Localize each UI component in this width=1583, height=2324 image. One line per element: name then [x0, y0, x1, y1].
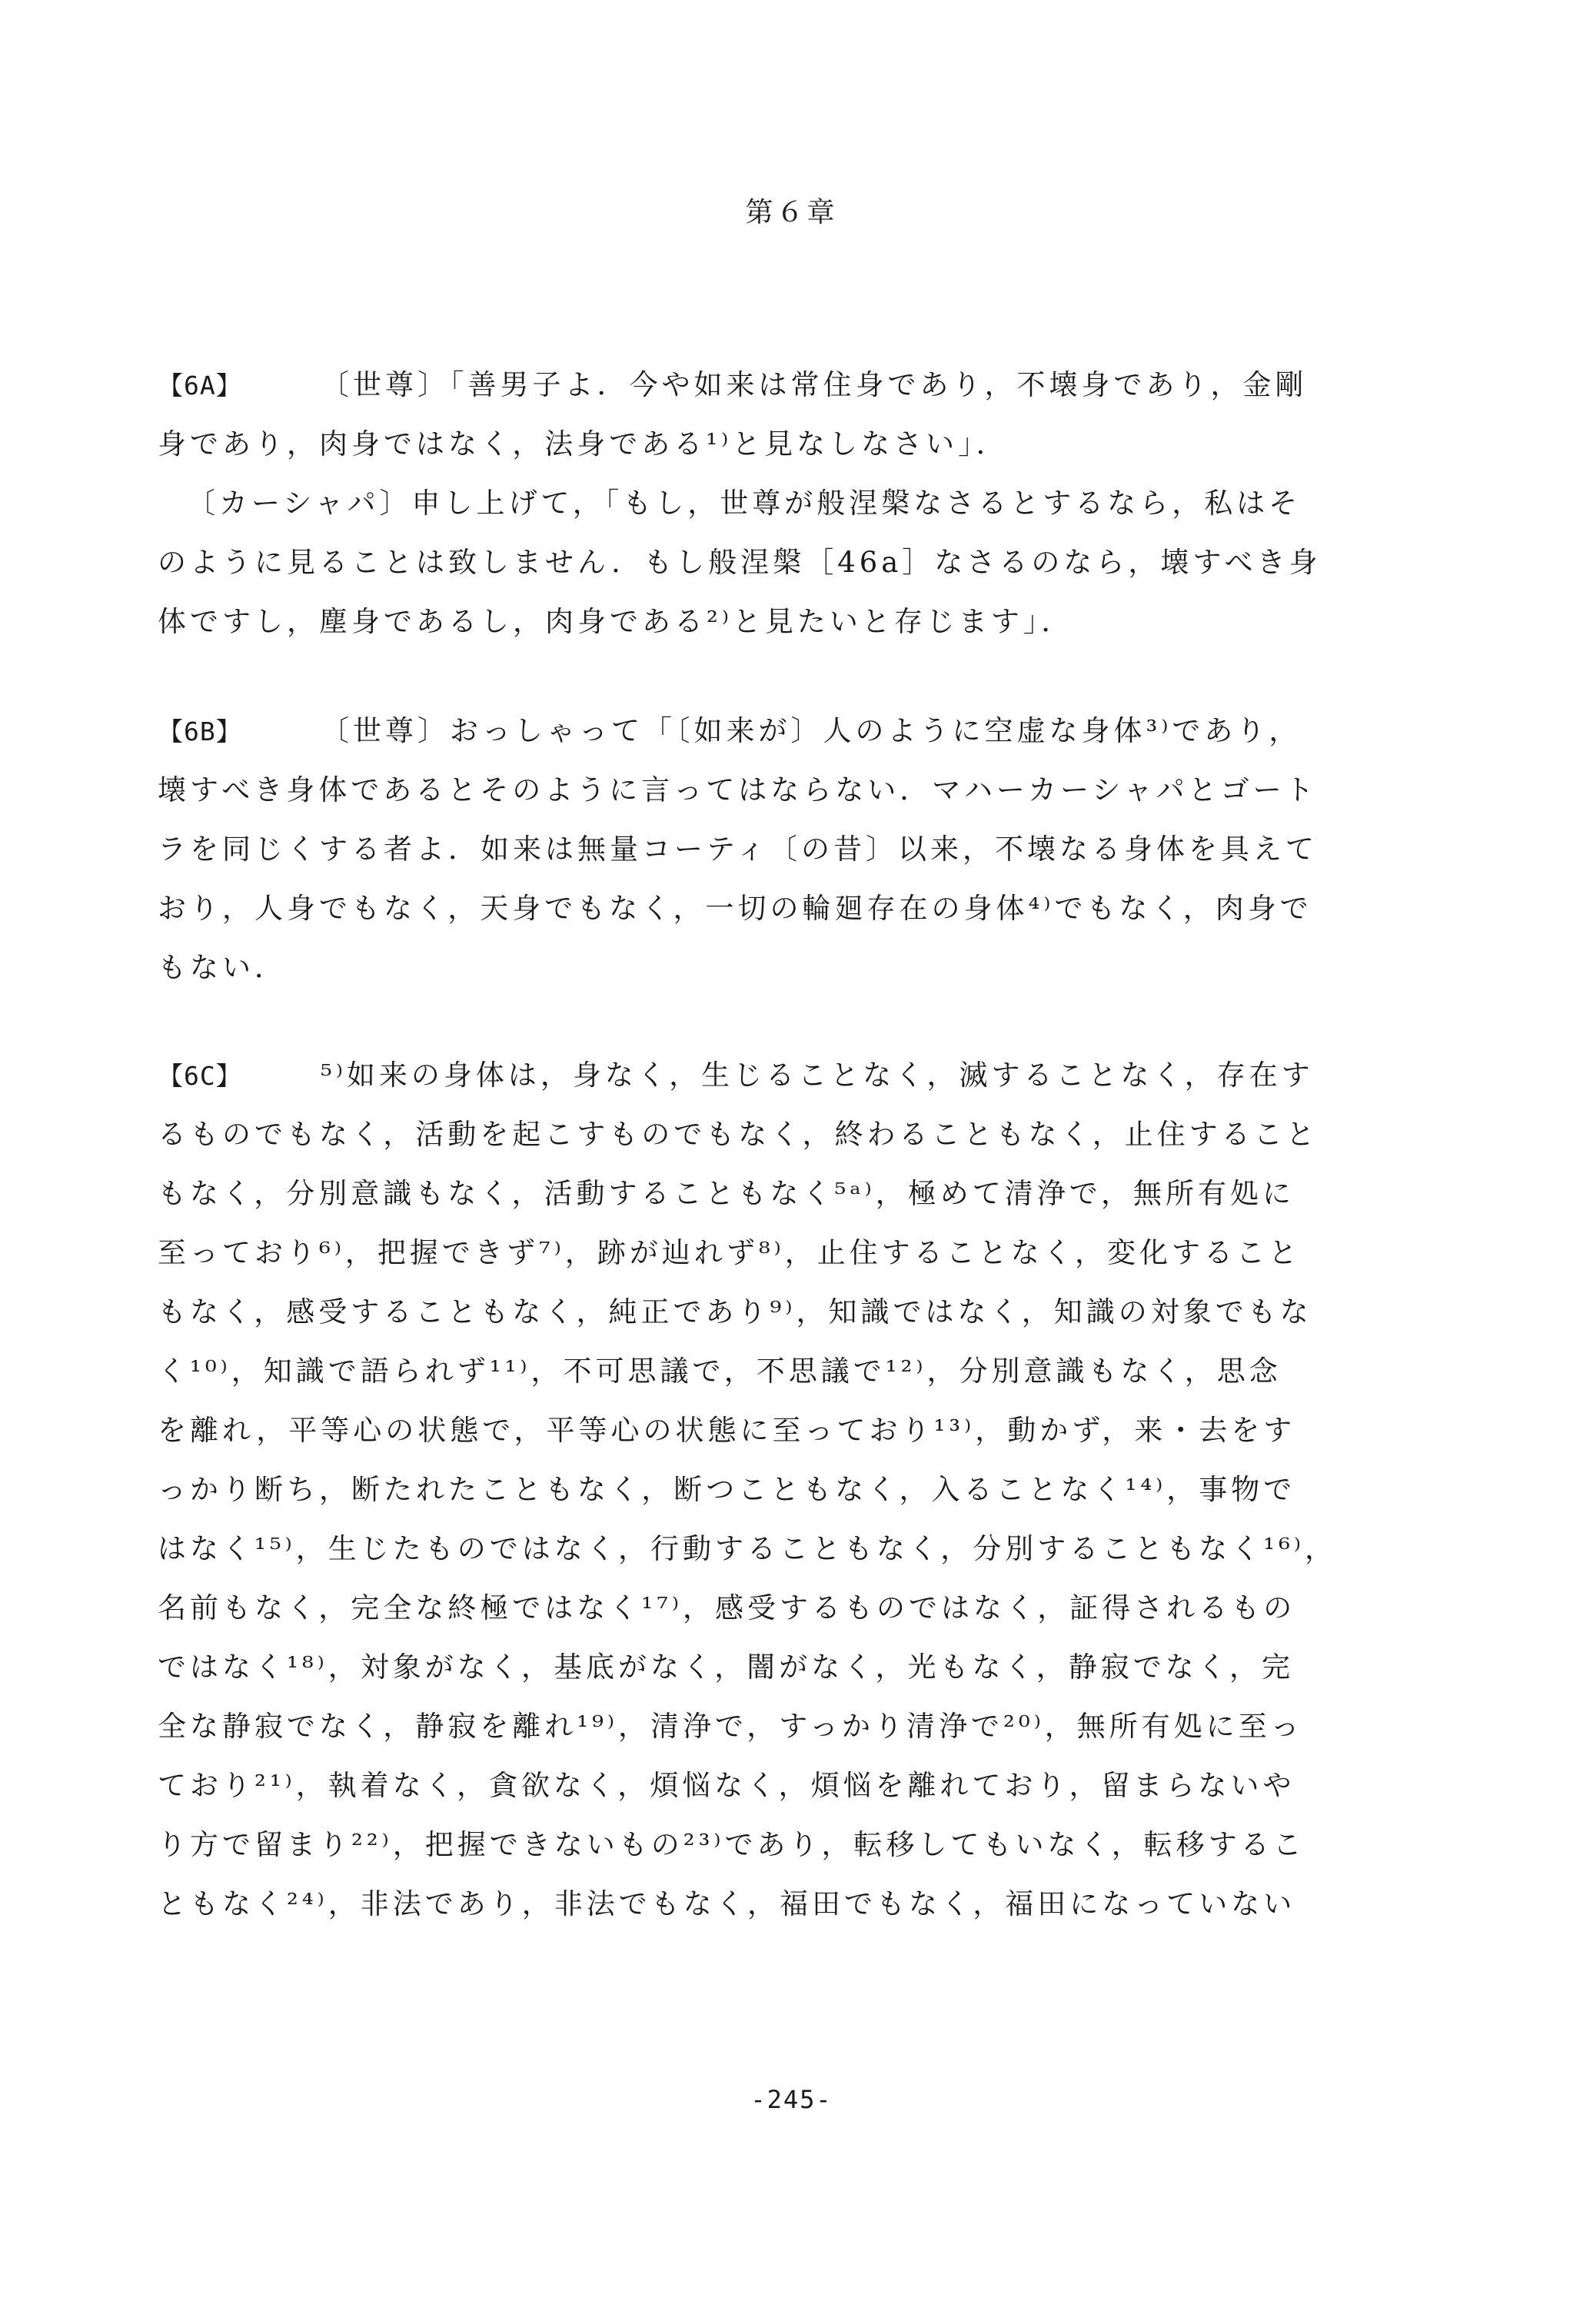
- text-line: 名前もなく，完全な終極ではなく¹⁷⁾，感受するものではなく，証得されるもの: [158, 1591, 1296, 1624]
- text-line: っかり断ち，断たれたこともなく，断つこともなく，入ることなく¹⁴⁾，事物で: [158, 1473, 1296, 1506]
- text-line: もなく，感受することもなく，純正であり⁹⁾，知識ではなく，知識の対象でもな: [158, 1295, 1312, 1328]
- text-line: [158, 355, 1357, 414]
- line-text: 〔世尊〕「善男子よ．今や如来は常住身であり，不壊身であり，金剛: [321, 368, 1308, 401]
- section-6a: [158, 355, 1357, 651]
- text-line: ており²¹⁾，執着なく，貪欲なく，煩悩なく，煩悩を離れており，留まらないや: [158, 1769, 1295, 1802]
- line-text: ⁵⁾如来の身体は，身なく，生じることなく，滅することなく，存在す: [321, 1059, 1314, 1092]
- section-6c: [158, 1046, 1357, 1933]
- text-line: 至っており⁶⁾，把握できず⁷⁾，跡が辿れず⁸⁾，止住することなく，変化すること: [158, 1236, 1302, 1269]
- text-line: 身であり，肉身ではなく，法身である¹⁾と見なしなさい」．: [158, 427, 1009, 460]
- text-line: もなく，分別意識もなく，活動することもなく⁵ᵃ⁾，極めて清浄で，無所有処に: [158, 1177, 1295, 1210]
- text-line: ではなく¹⁸⁾，対象がなく，基底がなく，闇がなく，光もなく，静寂でなく，完: [158, 1651, 1295, 1684]
- text-line: おり，人身でもなく，天身でもなく，一切の輪廻存在の身体⁴⁾でもなく，肉身で: [158, 892, 1312, 925]
- text-line: 〔カーシャパ〕申し上げて，「もし，世尊が般涅槃なさるとするなら，私はそ: [187, 487, 1302, 520]
- chapter-title: 第６章: [745, 197, 838, 228]
- text-line: 壊すべき身体であるとそのように言ってはならない．マハーカーシャパとゴート: [158, 773, 1318, 806]
- page-number: -245-: [750, 2085, 833, 2114]
- section-6b: [158, 701, 1357, 997]
- text-line: はなく¹⁵⁾，生じたものではなく，行動することもなく，分別することもなく¹⁶⁾，: [158, 1532, 1338, 1565]
- line-text: 〔世尊〕おっしゃって「〔如来が〕人のように空虚な身体³⁾であり，: [321, 714, 1302, 747]
- text-line: るものでもなく，活動を起こすものでもなく，終わることもなく，止住すること: [158, 1118, 1319, 1151]
- text-line: く¹⁰⁾，知識で語られず¹¹⁾，不可思議で，不思議で¹²⁾，分別意識もなく，思念: [158, 1355, 1282, 1388]
- text-line: [158, 1046, 1357, 1105]
- section-label: 【6C】: [158, 1061, 242, 1091]
- section-label: 【6A】: [158, 371, 242, 401]
- text-line: 全な静寂でなく，静寂を離れ¹⁹⁾，清浄で，すっかり清浄で²⁰⁾，無所有処に至っ: [158, 1710, 1303, 1743]
- text-line: を離れ，平等心の状態で，平等心の状態に至っており¹³⁾，動かず，来・去をす: [158, 1414, 1296, 1447]
- section-label: 【6B】: [158, 716, 242, 746]
- text-line: 体ですし，塵身であるし，肉身である²⁾と見たいと存じます」．: [158, 605, 1074, 638]
- text-line: のように見ることは致しません．もし般涅槃［46a］なさるのなら，壊すべき身: [158, 546, 1322, 579]
- text-line: ラを同じくする者よ．如来は無量コーティ〔の昔〕以来，不壊なる身体を具えて: [158, 833, 1319, 866]
- text-line: ともなく²⁴⁾，非法であり，非法でもなく，福田でもなく，福田になっていない: [158, 1887, 1296, 1920]
- text-line: り方で留まり²²⁾，把握できないもの²³⁾であり，転移してもいなく，転移するこ: [158, 1828, 1305, 1861]
- text-line: もない．: [158, 951, 287, 984]
- text-line: [158, 701, 1357, 760]
